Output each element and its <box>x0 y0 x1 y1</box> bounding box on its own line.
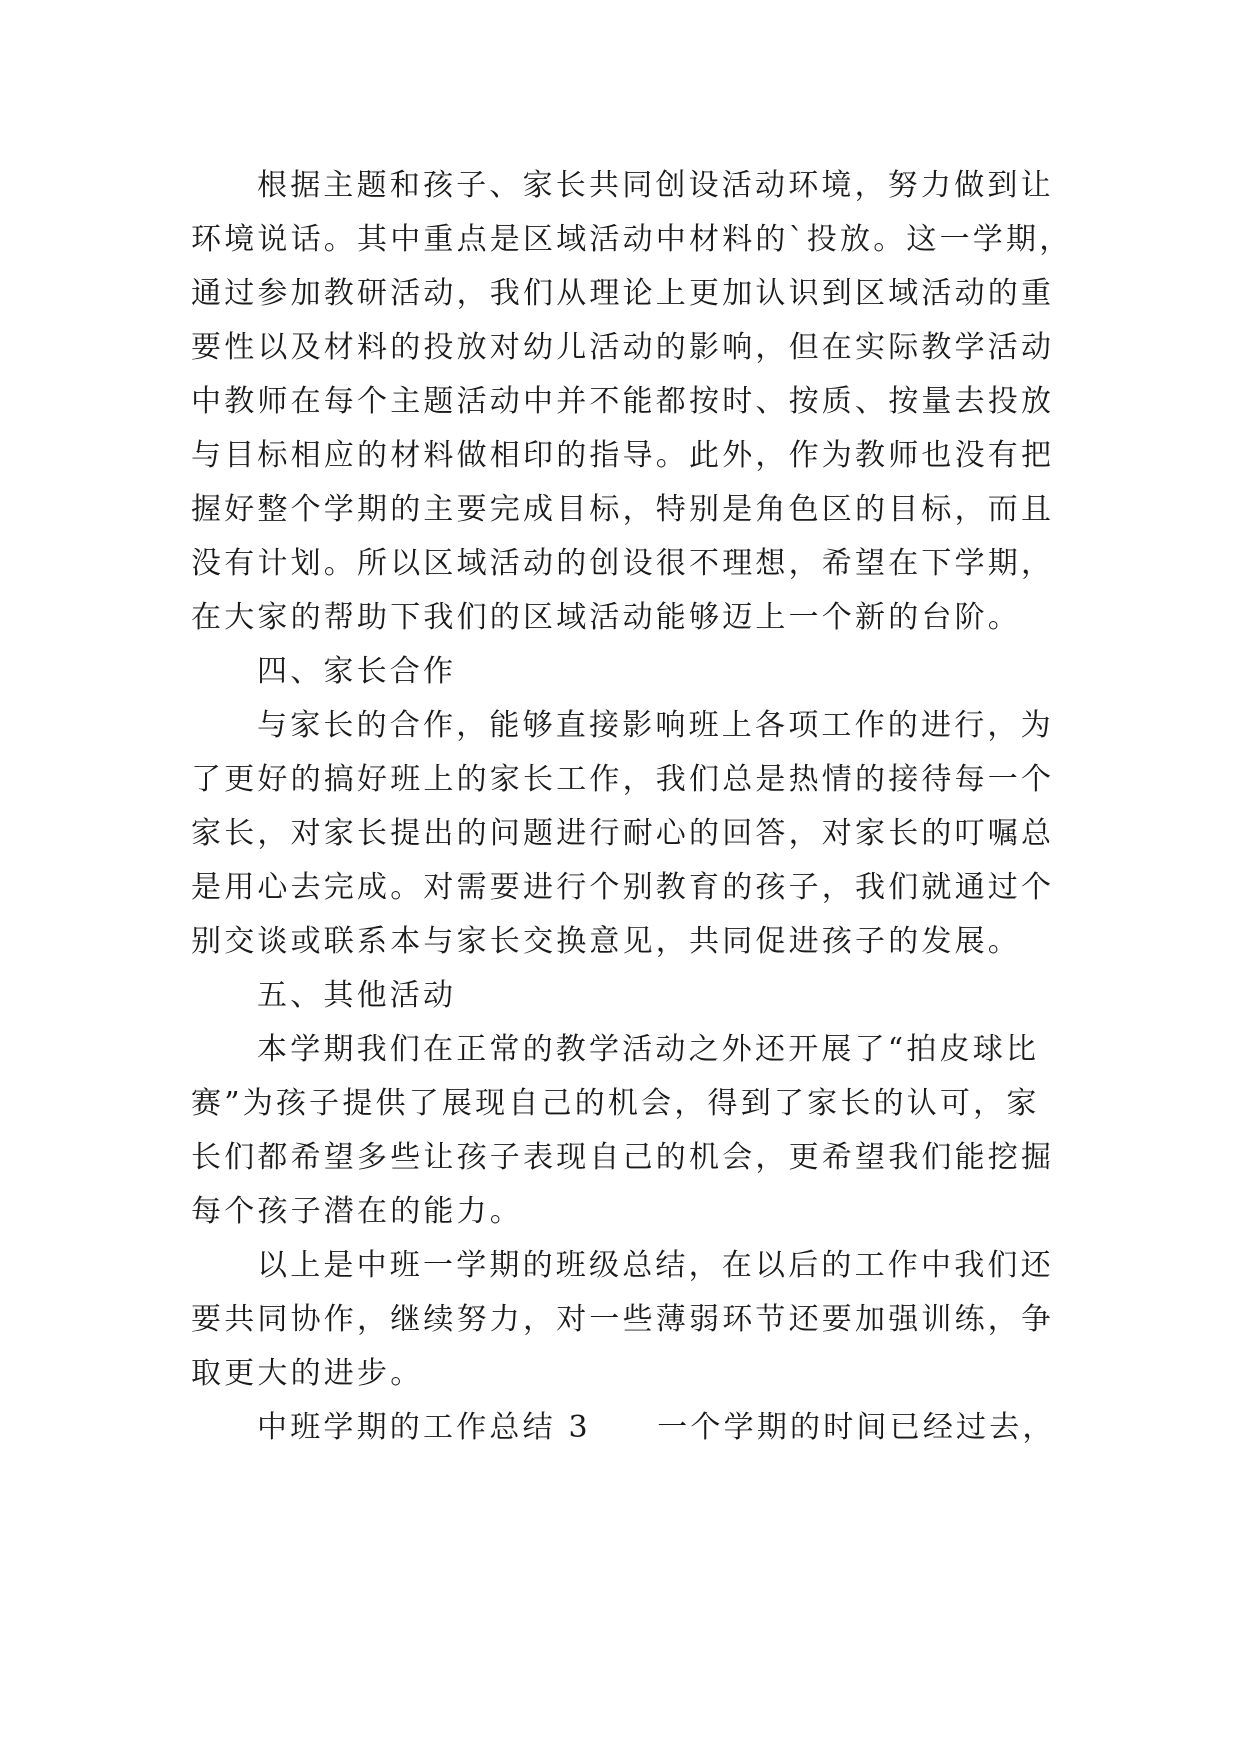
paragraph-line: 是用心去完成。对需要进行个别教育的孩子，我们就通过个 <box>191 870 1055 905</box>
paragraph-line: 与目标相应的材料做相印的指导。此外，作为教师也没有把 <box>191 438 1055 473</box>
paragraph-line: 长们都希望多些让孩子表现自己的机会，更希望我们能挖掘 <box>191 1140 1055 1175</box>
paragraph-line: 要共同协作，继续努力，对一些薄弱环节还要加强训练，争 <box>191 1302 1055 1337</box>
paragraph-line: 取更大的进步。 <box>191 1356 424 1391</box>
paragraph-line: 在大家的帮助下我们的区域活动能够迈上一个新的台阶。 <box>191 600 1021 635</box>
paragraph-line: 根据主题和孩子、家长共同创设活动环境，努力做到让 <box>257 168 1054 203</box>
paragraph-line: 以上是中班一学期的班级总结，在以后的工作中我们还 <box>257 1248 1054 1283</box>
paragraph-line: 与家长的合作，能够直接影响班上各项工作的进行，为 <box>257 708 1054 743</box>
paragraph-line: 赛”为孩子提供了展现自己的机会，得到了家长的认可，家 <box>191 1086 1040 1121</box>
paragraph-line: 要性以及材料的投放对幼儿活动的影响，但在实际教学活动 <box>191 330 1055 365</box>
paragraph-line: 没有计划。所以区域活动的创设很不理想，希望在下学期， <box>191 546 1055 581</box>
paragraph-line: 中教师在每个主题活动中并不能都按时、按质、按量去投放 <box>191 384 1055 419</box>
paragraph-line: 了更好的搞好班上的家长工作，我们总是热情的接待每一个 <box>191 762 1055 797</box>
paragraph-line: 别交谈或联系本与家长交换意见，共同促进孩子的发展。 <box>191 924 1021 959</box>
paragraph-line: 每个孩子潜在的能力。 <box>191 1194 523 1229</box>
paragraph-line: 环境说话。其中重点是区域活动中材料的`投放。这一学期， <box>191 222 1073 257</box>
paragraph-line: 通过参加教研活动，我们从理论上更加认识到区域活动的重 <box>191 276 1055 311</box>
section-heading: 五、其他活动 <box>257 978 457 1013</box>
section-title-line: 中班学期的工作总结 3 一个学期的时间已经过去， <box>257 1410 1056 1445</box>
paragraph-line: 本学期我们在正常的教学活动之外还开展了“拍皮球比 <box>257 1032 1040 1067</box>
paragraph-line: 握好整个学期的主要完成目标，特别是角色区的目标，而且 <box>191 492 1055 527</box>
section-heading: 四、家长合作 <box>257 654 457 689</box>
paragraph-line: 家长，对家长提出的问题进行耐心的回答，对家长的叮嘱总 <box>191 816 1055 851</box>
